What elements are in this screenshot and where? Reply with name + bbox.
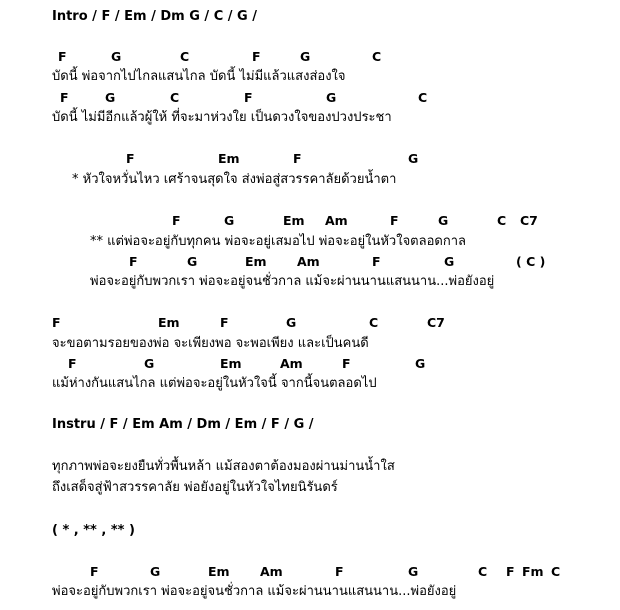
- chord: Fm: [522, 564, 544, 579]
- lyric-line: พ่อจะอยู่กับพวกเรา พ่อจะอยู่จนชั่วกาล แม้จะผ่านนานแสนนาน...พ่อยังอยู่: [52, 584, 457, 599]
- chord-row: [0, 315, 620, 331]
- chord: G: [111, 49, 122, 64]
- chord: G: [224, 213, 235, 228]
- chord: C: [551, 564, 561, 579]
- chord: F: [252, 49, 261, 64]
- chord: G: [326, 90, 337, 105]
- chord-row: [0, 564, 620, 580]
- chord: F: [342, 356, 351, 371]
- chord: C: [478, 564, 488, 579]
- chord: G: [408, 564, 419, 579]
- chord: Em: [245, 254, 267, 269]
- chord: C: [369, 315, 379, 330]
- chord: F: [244, 90, 253, 105]
- chord: Em: [158, 315, 180, 330]
- chord: Am: [297, 254, 320, 269]
- chord-row: [0, 151, 620, 167]
- lyric-line: * หัวใจหวั่นไหว เศร้าจนสุดใจ ส่งพ่อสู่สวรรคาลัยด้วยน้ำตา: [72, 172, 397, 187]
- chord: F: [390, 213, 399, 228]
- chord: G: [150, 564, 161, 579]
- chord: F: [90, 564, 99, 579]
- chord: F: [172, 213, 181, 228]
- chord: G: [438, 213, 449, 228]
- chord: C7: [427, 315, 445, 330]
- lyric-line: แม้ห่างกันแสนไกล แต่พ่อจะอยู่ในหัวใจนี้ จากนี้จนตลอดไป: [52, 376, 377, 391]
- chord-row: [0, 213, 620, 229]
- chord: F: [126, 151, 135, 166]
- chord: G: [286, 315, 297, 330]
- lyric-line: จะขอตามรอยของพ่อ จะเพียงพอ จะพอเพียง และเป็นคนดี: [52, 336, 369, 351]
- chord: C: [372, 49, 382, 64]
- chord: ( C ): [516, 254, 546, 269]
- chord: G: [105, 90, 116, 105]
- chord: G: [408, 151, 419, 166]
- chord: G: [444, 254, 455, 269]
- intro-line: Intro / F / Em / Dm G / C / G /: [52, 9, 257, 24]
- chord: F: [68, 356, 77, 371]
- lyric-line: ** แต่พ่อจะอยู่กับทุกคน พ่อจะอยู่เสมอไป พ่อจะอยู่ในหัวใจตลอดกาล: [90, 234, 466, 249]
- chord: C: [418, 90, 428, 105]
- chord: C: [170, 90, 180, 105]
- chord: Am: [280, 356, 303, 371]
- chord: F: [58, 49, 67, 64]
- chord-row: [0, 49, 620, 65]
- lyric-line: บัดนี้ พ่อจากไปไกลแสนไกล บัดนี้ ไม่มีแล้วแสงส่องใจ: [52, 69, 346, 84]
- repeat-instruction: ( * , ** , ** ): [52, 523, 135, 538]
- chord: Am: [325, 213, 348, 228]
- lyric-line: บัดนี้ ไม่มีอีกแล้วผู้ให้ ที่จะมาห่วงใย เป็นดวงใจของปวงประชา: [52, 110, 392, 125]
- chord: Am: [260, 564, 283, 579]
- chord: C7: [520, 213, 538, 228]
- chord: Em: [208, 564, 230, 579]
- chord: F: [293, 151, 302, 166]
- chord: F: [372, 254, 381, 269]
- lyric-line: พ่อจะอยู่กับพวกเรา พ่อจะอยู่จนชั่วกาล แม้จะผ่านนานแสนนาน...พ่อยังอยู่: [90, 274, 495, 289]
- chord: Em: [283, 213, 305, 228]
- chord-row: [0, 254, 620, 270]
- chord: C: [497, 213, 507, 228]
- chord: G: [300, 49, 311, 64]
- chord: G: [187, 254, 198, 269]
- chord: Em: [220, 356, 242, 371]
- chord: F: [335, 564, 344, 579]
- chord: G: [415, 356, 426, 371]
- chord: F: [60, 90, 69, 105]
- chord: Em: [218, 151, 240, 166]
- chord: F: [220, 315, 229, 330]
- chord-row: [0, 356, 620, 372]
- chord: F: [506, 564, 515, 579]
- lyric-line: ทุกภาพพ่อจะยงยืนทั่วพื้นหล้า แม้สองตาต้องมองผ่านม่านน้ำใส: [52, 459, 395, 474]
- lyric-line: ถึงเสด็จสู่ฟ้าสวรรคาลัย พ่อยังอยู่ในหัวใจไทยนิรันดร์: [52, 480, 338, 495]
- chord-row: [0, 90, 620, 106]
- chord: G: [144, 356, 155, 371]
- chord: F: [129, 254, 138, 269]
- instru-line: Instru / F / Em Am / Dm / Em / F / G /: [52, 417, 314, 432]
- chord: F: [52, 315, 61, 330]
- chord: C: [180, 49, 190, 64]
